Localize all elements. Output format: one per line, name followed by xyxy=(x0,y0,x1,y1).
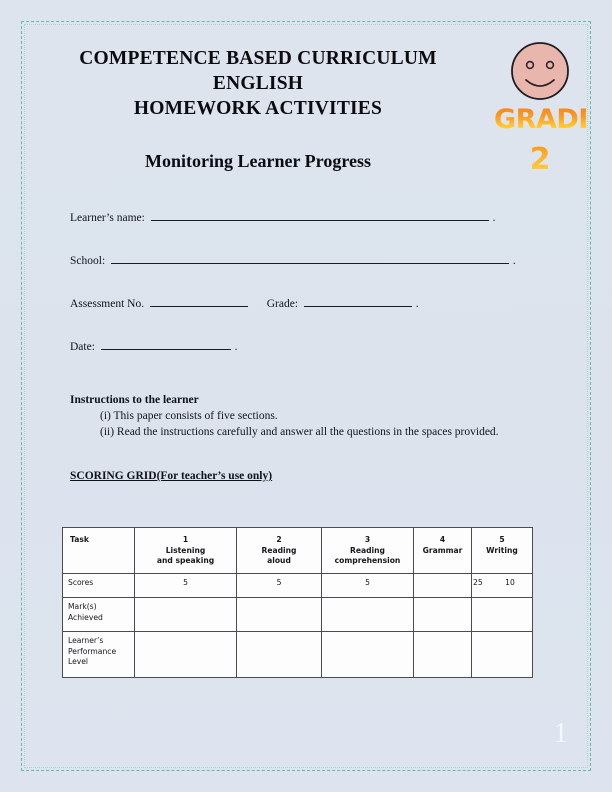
header-c1-number: 1 xyxy=(182,535,189,544)
scores-cell-reading-aloud: 5 xyxy=(237,574,322,598)
marks-cell-writing[interactable] xyxy=(472,598,533,632)
level-label-line3: Level xyxy=(68,657,89,666)
table-row-scores xyxy=(63,574,533,598)
grade-badge-word: GRADE xyxy=(494,104,597,135)
level-cell-reading-aloud[interactable] xyxy=(237,632,322,678)
level-cell-reading-comprehension[interactable] xyxy=(322,632,414,678)
header-cell-reading-aloud xyxy=(237,528,322,574)
field-row-date xyxy=(70,339,530,354)
marks-cell-reading-comprehension[interactable] xyxy=(322,598,414,632)
page-title-line-3: HOMEWORK ACTIVITIES xyxy=(133,98,383,119)
learner-name-trailing-dot: . xyxy=(492,212,496,224)
date-label: Date: xyxy=(70,341,95,353)
learner-name-input[interactable] xyxy=(151,210,489,221)
instructions-section xyxy=(70,393,540,440)
page-number: 1 xyxy=(553,717,568,749)
header-c1-line2: and speaking xyxy=(156,556,215,565)
field-row-assessment-grade xyxy=(70,296,530,311)
header-cell-grammar xyxy=(414,528,472,574)
date-input[interactable] xyxy=(101,339,231,350)
grade-input[interactable] xyxy=(304,296,412,307)
learner-name-label: Learner’s name: xyxy=(70,212,145,224)
instruction-item-1: (i) This paper consists of five sections. xyxy=(100,410,278,422)
header-cell-reading-comprehension xyxy=(322,528,414,574)
grade-label: Grade: xyxy=(266,298,299,310)
scores-cell-writing xyxy=(472,574,533,598)
school-trailing-dot: . xyxy=(512,255,516,267)
document-header xyxy=(48,46,468,173)
grade-badge-number: 2 xyxy=(494,143,586,177)
header-task-label: Task xyxy=(70,535,89,544)
row-label-marks-achieved xyxy=(63,598,135,632)
header-c2-line2: aloud xyxy=(267,556,291,565)
level-label-line2: Performance xyxy=(68,646,117,656)
learner-details-form xyxy=(70,210,530,354)
marks-label-line2: Achieved xyxy=(68,612,103,622)
table-row-performance-level xyxy=(63,632,533,678)
scores-cell-reading-comprehension: 5 xyxy=(322,574,414,598)
header-c5-number: 5 xyxy=(499,535,505,544)
page-title-line-1: COMPETENCE BASED CURRICULUM xyxy=(79,48,437,69)
header-c5-line1: Writing xyxy=(486,545,518,555)
level-label-line1: Learner’s xyxy=(68,636,104,645)
header-cell-task xyxy=(63,528,135,574)
table-header-row xyxy=(63,528,533,574)
scoring-grid-table xyxy=(62,527,533,678)
field-row-school xyxy=(70,253,530,268)
row-label-scores: Scores xyxy=(63,574,135,598)
header-c3-line1: Reading xyxy=(349,545,385,555)
marks-cell-reading-aloud[interactable] xyxy=(237,598,322,632)
header-c2-number: 2 xyxy=(276,535,282,544)
header-c4-line1: Grammar xyxy=(422,545,463,555)
header-c3-line2: comprehension xyxy=(334,556,401,565)
table-row-marks-achieved xyxy=(63,598,533,632)
marks-cell-grammar[interactable] xyxy=(414,598,472,632)
header-cell-writing xyxy=(472,528,533,574)
field-row-learner-name xyxy=(70,210,530,225)
level-cell-grammar[interactable] xyxy=(414,632,472,678)
assessment-no-label: Assessment No. xyxy=(70,298,145,310)
scoring-grid-table-wrapper xyxy=(62,527,532,678)
level-cell-writing[interactable] xyxy=(472,632,533,678)
grade-badge xyxy=(494,40,597,177)
instruction-item-2: (ii) Read the instructions carefully and answer all the questions in the spaces provided. xyxy=(100,426,499,438)
row-label-performance-level xyxy=(63,632,135,678)
scores-writing-value-right: 10 xyxy=(505,578,515,587)
smiley-face-icon xyxy=(509,40,571,102)
level-cell-listening-speaking[interactable] xyxy=(135,632,237,678)
page-title-line-2: ENGLISH xyxy=(212,73,304,94)
header-c1-line1: Listening xyxy=(165,545,206,555)
header-c3-number: 3 xyxy=(364,535,371,544)
grade-trailing-dot: . xyxy=(415,298,419,310)
school-input[interactable] xyxy=(111,253,509,264)
header-cell-listening-speaking xyxy=(135,528,237,574)
assessment-no-input[interactable] xyxy=(150,296,248,307)
header-c4-number: 4 xyxy=(439,535,446,544)
scores-cell-grammar xyxy=(414,574,472,598)
scoring-grid-heading: SCORING GRID(For teacher’s use only) xyxy=(70,470,273,482)
scores-writing-value-left: 25 xyxy=(473,578,483,587)
page-subtitle: Monitoring Learner Progress xyxy=(145,151,371,171)
instructions-heading: Instructions to the learner xyxy=(70,394,199,406)
marks-label-line1: Mark(s) xyxy=(68,602,97,611)
scores-cell-listening-speaking: 5 xyxy=(135,574,237,598)
marks-cell-listening-speaking[interactable] xyxy=(135,598,237,632)
date-trailing-dot: . xyxy=(234,341,238,353)
school-label: School: xyxy=(70,255,106,267)
header-c2-line1: Reading xyxy=(261,545,297,555)
